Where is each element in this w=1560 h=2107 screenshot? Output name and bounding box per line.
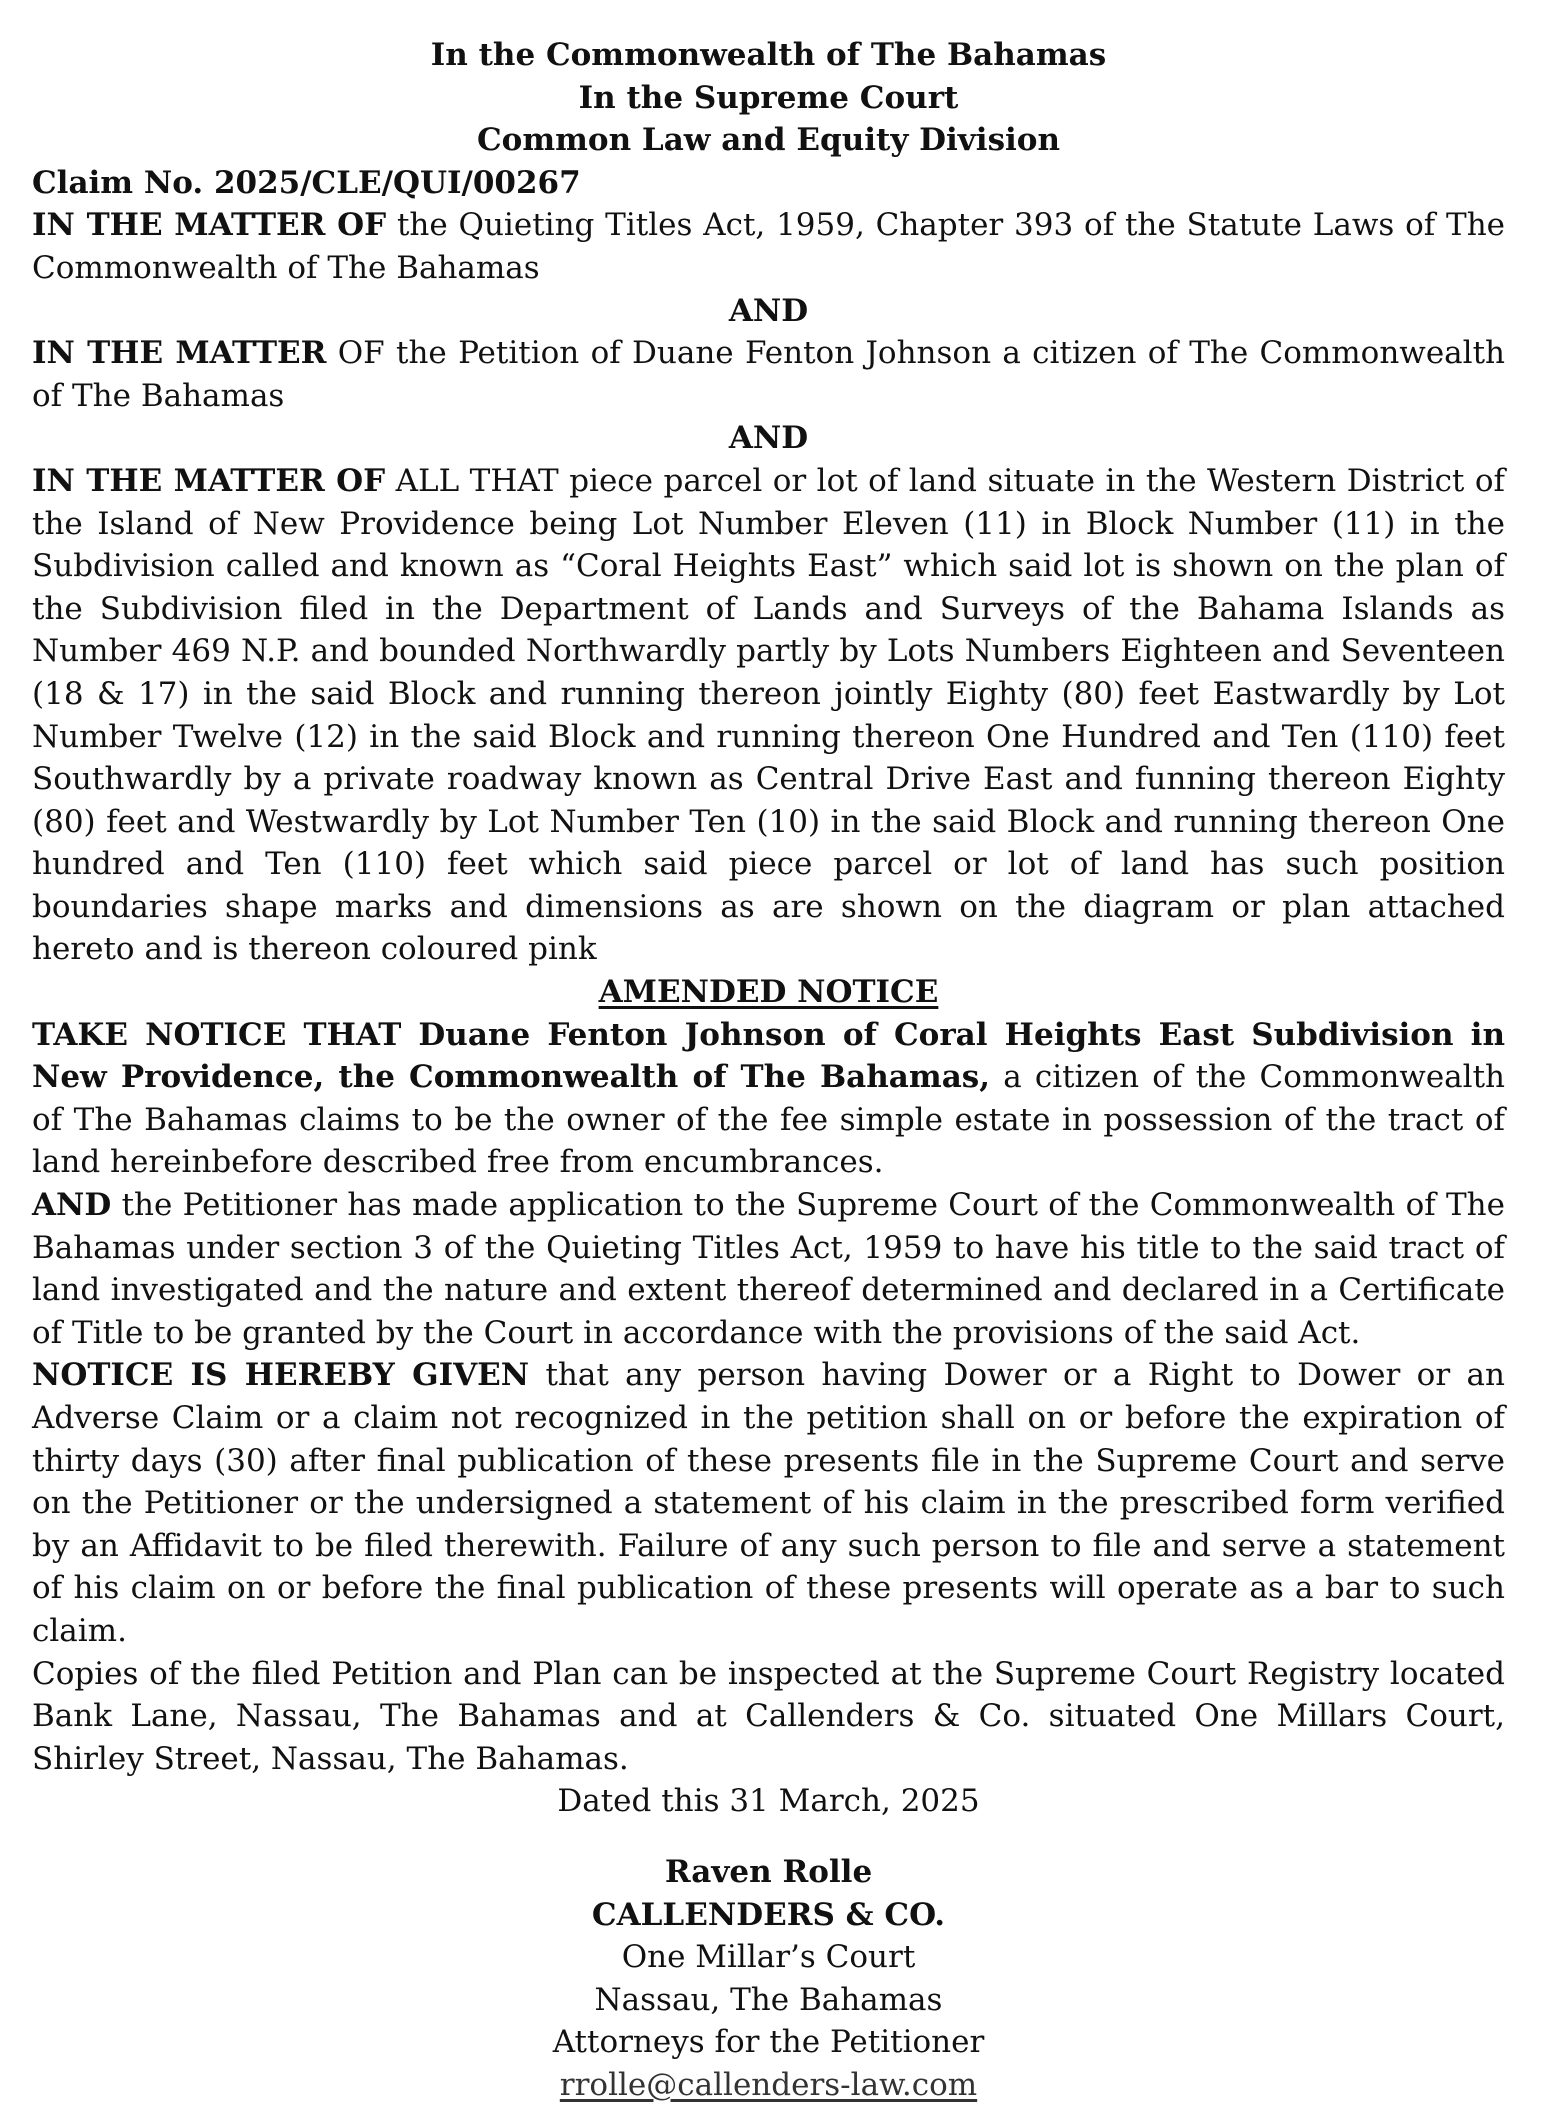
matter-quieting-titles xyxy=(32,204,1505,289)
heading-supreme-court: In the Supreme Court xyxy=(578,79,959,116)
matter-lead: IN THE MATTER OF xyxy=(32,462,386,499)
notice-given-paragraph xyxy=(32,1354,1505,1652)
take-notice-lead: TAKE NOTICE THAT Duane Fenton Johnson of Coral Heights East Subdivision in New Providence, the Commonwealth of The Bahamas, xyxy=(32,1016,1505,1096)
take-notice-paragraph xyxy=(32,1014,1505,1184)
notice-given-text: that any person having Dower or a Right to Dower or an Adverse Claim or a claim not recognized in the petition shall on or before the expiration of thirty days (30) after final publication of these presents file in the Supreme Court and serve on the Petitioner or the undersigned a statement of his claim in the prescribed form verified by an Affidavit to be filed therewith. Failure of any such person to file and serve a statement of his claim on or before the final publication of these presents will operate as a bar to such claim. xyxy=(32,1357,1505,1649)
claim-number: Claim No. 2025/CLE/QUI/00267 xyxy=(32,164,581,201)
matter-land-description xyxy=(32,460,1505,971)
matter-lead: IN THE MATTER xyxy=(32,335,327,372)
heading-commonwealth: In the Commonwealth of The Bahamas xyxy=(430,37,1107,73)
notice-given-lead: NOTICE IS HEREBY GIVEN xyxy=(32,1357,530,1394)
petitioner-application-paragraph xyxy=(32,1184,1505,1354)
copies-paragraph: Copies of the filed Petition and Plan can be inspected at the Supreme Court Registry located Bank Lane, Nassau, The Bahamas and at Callenders & Co. situated One Millars Court, Shirley Street, Nassau, The Bahamas. xyxy=(32,1655,1505,1777)
and-lead: AND xyxy=(32,1187,112,1224)
matter-text: the Quieting Titles Act, 1959, Chapter 393 of the Statute Laws of The Commonwealth of The Bahamas xyxy=(32,207,1506,286)
matter-petition xyxy=(32,332,1505,417)
signatory-name: Raven Rolle xyxy=(664,1853,873,1890)
application-text: the Petitioner has made application to the Supreme Court of the Commonwealth of The Bahamas under section 3 of the Quieting Titles Act, 1959 to have his title to the said tract of land investigated and the nature and extent thereof determined and declared in a Certificate of Title to be granted by the Court in accordance with the provisions of the said Act. xyxy=(32,1187,1505,1351)
signature-block xyxy=(32,1851,1505,2107)
firm-role: Attorneys for the Petitioner xyxy=(552,2024,985,2061)
and-separator: AND xyxy=(728,420,809,457)
dated-line: Dated this 31 March, 2025 xyxy=(557,1783,980,1820)
firm-address-line2: Nassau, The Bahamas xyxy=(594,1981,943,2018)
amended-notice-heading: AMENDED NOTICE xyxy=(598,974,939,1011)
email-link[interactable]: rrolle@callenders-law.com xyxy=(559,2066,978,2103)
email-line xyxy=(32,2064,1505,2107)
matter-text: ALL THAT piece parcel or lot of land situate in the Western District of the Island of New Providence being Lot Number Eleven (11) in Block Number (11) in the Subdivision called and known as “Coral Heights East” which said lot is shown on the plan of the Subdivision filed in the Department of Lands and Surveys of the Bahama Islands as Number 469 N.P. and bounded Northwardly partly by Lots Numbers Eighteen and Seventeen (18 & 17) in the said Block and running thereon jointly Eighty (80) feet Eastwardly by Lot Number Twelve (12) in the said Block and running thereon One Hundred and Ten (110) feet Southwardly by a private roadway known as Central Drive East and funning thereon Eighty (80) feet and Westwardly by Lot Number Ten (10) in the said Block and running thereon One hundred and Ten (110) feet which said piece parcel or lot of land has such position boundaries shape marks and dimensions as are shown on the diagram or plan attached hereto and is thereon coloured pink xyxy=(32,462,1505,968)
firm-name: CALLENDERS & CO. xyxy=(591,1896,946,1933)
matter-lead: IN THE MATTER OF xyxy=(32,207,387,244)
firm-address-line1: One Millar’s Court xyxy=(621,1939,916,1976)
and-separator: AND xyxy=(728,292,809,329)
matter-text: OF the Petition of Duane Fenton Johnson a citizen of The Commonwealth of The Bahamas xyxy=(32,335,1506,414)
notice-document xyxy=(32,34,1505,2107)
take-notice-text: a citizen of the Commonwealth of The Bahamas claims to be the owner of the fee simple estate in possession of the tract of land hereinbefore described free from encumbrances. xyxy=(32,1059,1505,1181)
heading-division: Common Law and Equity Division xyxy=(476,122,1061,159)
